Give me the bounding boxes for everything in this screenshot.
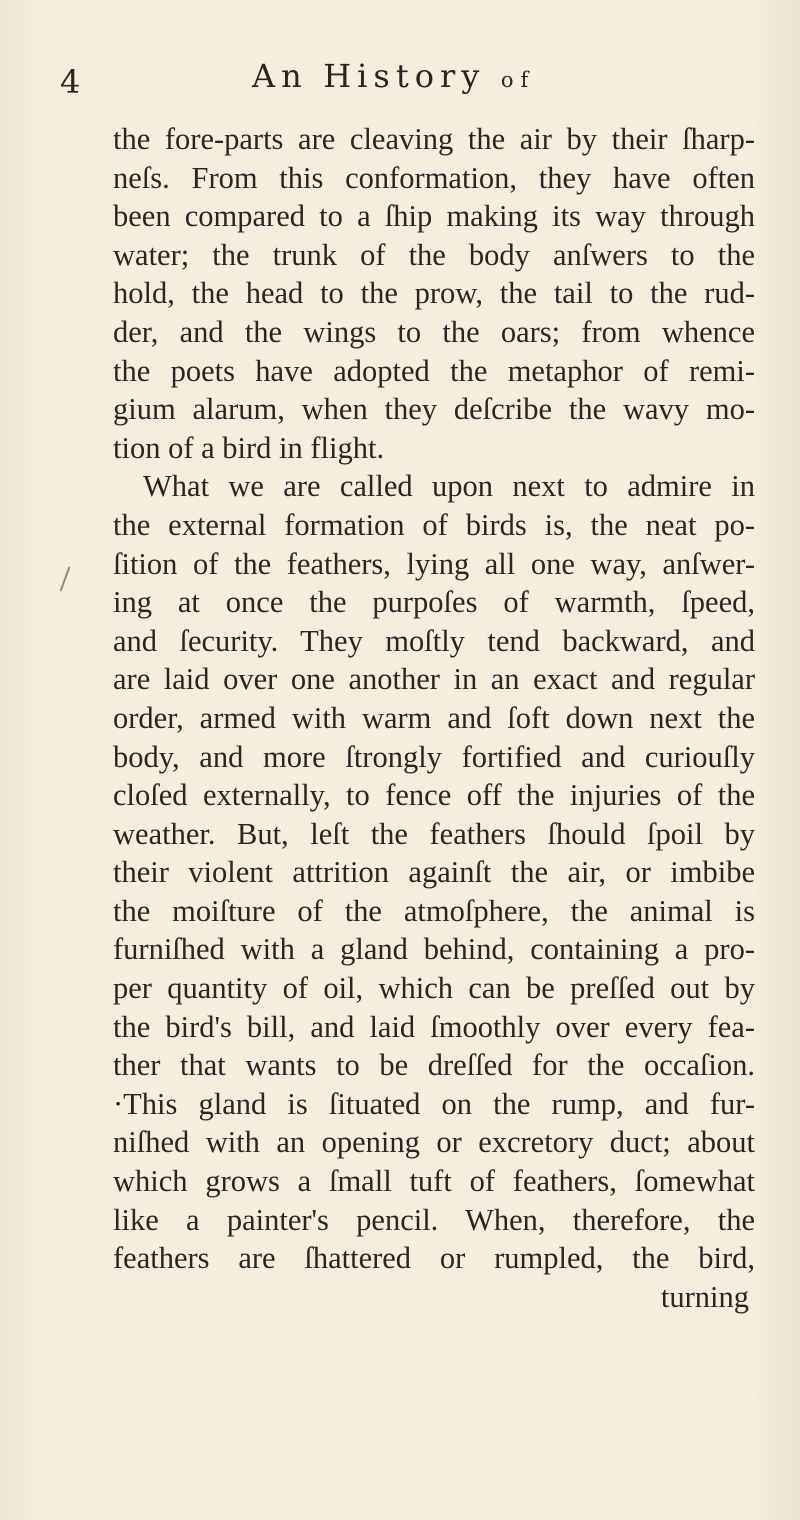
text-line: the external formation of birds is, the neat po- [113, 507, 755, 542]
text-line: the fore-parts are cleaving the air by their ſharp- [113, 122, 755, 156]
text-line: order, armed with warm and ſoft down next the [113, 700, 755, 735]
text-line: gium alarum, when they deſcribe the wavy mo- [113, 392, 755, 427]
text-line: and ſecurity. They moſtly tend backward, and [113, 623, 755, 658]
text-line: tion of a bird in flight. [113, 430, 385, 465]
text-line: per quantity of oil, which can be preſſed out by [113, 971, 755, 1006]
text-line: furniſhed with a gland behind, containing a pro- [113, 932, 755, 967]
text-line: like a painter's pencil. When, therefore, the [113, 1202, 755, 1237]
text-line: neſs. From this conformation, they have often [113, 160, 755, 195]
text-line: the moiſture of the atmoſphere, the animal is [113, 893, 755, 928]
text-line: the poets have adopted the metaphor of remi- [113, 353, 755, 388]
text-line: hold, the head to the prow, the tail to the rud- [113, 276, 755, 311]
text-line: ſition of the feathers, lying all one way, anſwer- [113, 546, 755, 581]
text-line: water; the trunk of the body anſwers to the [113, 237, 755, 272]
text-line: body, and more ſtrongly fortified and curiouſly [113, 739, 755, 774]
text-line: ther that wants to be dreſſed for the occaſion. [113, 1048, 755, 1083]
text-line: are laid over one another in an exact and regular [113, 662, 755, 697]
body-text [113, 120, 755, 1316]
text-line: der, and the wings to the oars; from whence [113, 314, 755, 349]
page-header [60, 56, 760, 106]
running-head-word-of: of [500, 68, 536, 92]
text-line: the bird's bill, and laid ſmoothly over every fea- [113, 1009, 755, 1044]
catchword: turning [660, 1279, 749, 1314]
running-head [252, 56, 535, 100]
page-number: 4 [60, 63, 81, 101]
text-line: ing at once the purpoſes of warmth, ſpeed, [113, 585, 755, 620]
text-line: cloſed externally, to fence off the injuries of the [113, 778, 755, 813]
text-line: feathers are ſhattered or rumpled, the bird, [113, 1241, 755, 1276]
text-line: their violent attrition againſt the air, or imbibe [113, 855, 755, 890]
text-line: been compared to a ſhip making its way through [113, 199, 755, 234]
text-line: What we are called upon next to admire in [143, 469, 755, 504]
text-line: niſhed with an opening or excretory duct; about [113, 1125, 755, 1160]
running-head-word-an: An [252, 57, 308, 95]
text-line: which grows a ſmall tuft of feathers, ſomewhat [113, 1164, 755, 1199]
margin-mark [60, 566, 71, 591]
running-head-word-history: History [323, 57, 486, 95]
text-line: weather. But, leſt the feathers ſhould ſpoil by [113, 816, 755, 851]
text-line: ·This gland is ſituated on the rump, and fur- [113, 1086, 755, 1121]
